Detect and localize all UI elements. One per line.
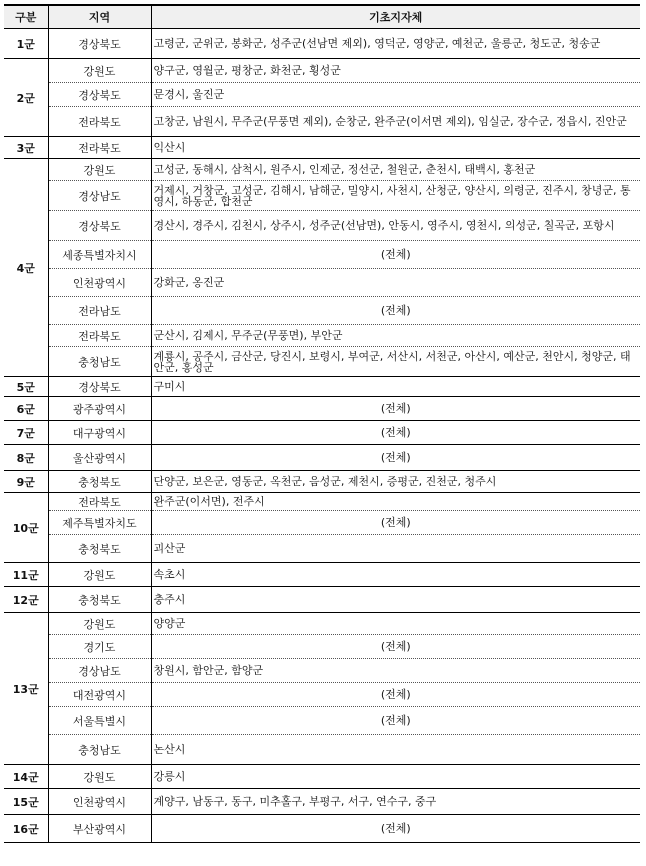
area-cell: 경상북도 — [48, 211, 151, 241]
table-row — [4, 445, 640, 471]
table-row — [4, 377, 640, 397]
table-row — [4, 159, 640, 181]
area-cell: 세종특별자치시 — [48, 241, 151, 269]
area-cell: 울산광역시 — [48, 445, 151, 471]
header-area: 지역 — [48, 5, 151, 29]
area-cell: 충청남도 — [48, 735, 151, 765]
table-row — [4, 241, 640, 269]
group-label: 15군 — [4, 789, 48, 815]
area-cell: 강원도 — [48, 159, 151, 181]
group-label: 5군 — [4, 377, 48, 397]
group-label: 3군 — [4, 137, 48, 159]
local-cell: 속초시 — [151, 563, 640, 587]
area-cell: 경상북도 — [48, 377, 151, 397]
table-row — [4, 635, 640, 659]
area-cell: 강원도 — [48, 59, 151, 83]
local-cell: 고령군, 군위군, 봉화군, 성주군(선남면 제외), 영덕군, 영양군, 예천군, 울릉군, 청도군, 청송군 — [151, 29, 640, 59]
table-row — [4, 471, 640, 493]
group-label: 16군 — [4, 815, 48, 843]
local-cell: 익산시 — [151, 137, 640, 159]
table-row — [4, 815, 640, 843]
group-label: 9군 — [4, 471, 48, 493]
area-cell: 대전광역시 — [48, 683, 151, 707]
area-cell: 충청북도 — [48, 471, 151, 493]
area-cell: 전라북도 — [48, 107, 151, 137]
table-row — [4, 683, 640, 707]
local-cell: 계룡시, 공주시, 금산군, 당진시, 보령시, 부여군, 서산시, 서천군, 아산시, 예산군, 천안시, 청양군, 태안군, 홍성군 — [151, 347, 640, 377]
table-row — [4, 707, 640, 735]
area-cell: 부산광역시 — [48, 815, 151, 843]
area-cell: 전라남도 — [48, 297, 151, 325]
table-row — [4, 325, 640, 347]
table-row — [4, 735, 640, 765]
table-row — [4, 269, 640, 297]
area-cell: 대구광역시 — [48, 421, 151, 445]
table-row — [4, 493, 640, 511]
table-row — [4, 181, 640, 211]
local-cell: (전체) — [151, 421, 640, 445]
group-label: 6군 — [4, 397, 48, 421]
table-row — [4, 29, 640, 59]
area-cell: 충청북도 — [48, 587, 151, 613]
region-classification-table — [4, 4, 640, 843]
local-cell: 양구군, 영월군, 평창군, 화천군, 횡성군 — [151, 59, 640, 83]
local-cell: 충주시 — [151, 587, 640, 613]
table-row — [4, 613, 640, 635]
group-label: 7군 — [4, 421, 48, 445]
area-cell: 충청남도 — [48, 347, 151, 377]
group-label: 2군 — [4, 59, 48, 137]
table-row — [4, 659, 640, 683]
local-cell: 창원시, 함안군, 함양군 — [151, 659, 640, 683]
local-cell: (전체) — [151, 397, 640, 421]
local-cell: 강릉시 — [151, 765, 640, 789]
group-label: 14군 — [4, 765, 48, 789]
local-cell: 괴산군 — [151, 535, 640, 563]
header-gubun: 구분 — [4, 5, 48, 29]
header-local: 기초지자체 — [151, 5, 640, 29]
local-cell: 논산시 — [151, 735, 640, 765]
local-cell: 군산시, 김제시, 무주군(무풍면), 부안군 — [151, 325, 640, 347]
table-row — [4, 83, 640, 107]
local-cell: 계양구, 남동구, 동구, 미추홀구, 부평구, 서구, 연수구, 중구 — [151, 789, 640, 815]
local-cell: 경산시, 경주시, 김천시, 상주시, 성주군(선남면), 안동시, 영주시, 영천시, 의성군, 칠곡군, 포항시 — [151, 211, 640, 241]
table-row — [4, 511, 640, 535]
area-cell: 경상남도 — [48, 181, 151, 211]
local-cell: (전체) — [151, 445, 640, 471]
table-row — [4, 535, 640, 563]
table-body — [4, 29, 640, 843]
local-cell: (전체) — [151, 707, 640, 735]
table-row — [4, 211, 640, 241]
group-label: 8군 — [4, 445, 48, 471]
local-cell: 양양군 — [151, 613, 640, 635]
group-label: 1군 — [4, 29, 48, 59]
local-cell: (전체) — [151, 241, 640, 269]
area-cell: 충청북도 — [48, 535, 151, 563]
group-label: 13군 — [4, 613, 48, 765]
table-row — [4, 765, 640, 789]
local-cell: 강화군, 옹진군 — [151, 269, 640, 297]
group-label: 12군 — [4, 587, 48, 613]
local-cell: 문경시, 울진군 — [151, 83, 640, 107]
area-cell: 경기도 — [48, 635, 151, 659]
local-cell: 완주군(이서면), 전주시 — [151, 493, 640, 511]
area-cell: 전라북도 — [48, 325, 151, 347]
area-cell: 경상북도 — [48, 83, 151, 107]
group-label: 4군 — [4, 159, 48, 377]
group-label: 10군 — [4, 493, 48, 563]
area-cell: 강원도 — [48, 613, 151, 635]
table-row — [4, 137, 640, 159]
table-row — [4, 421, 640, 445]
area-cell: 전라북도 — [48, 493, 151, 511]
local-cell: (전체) — [151, 511, 640, 535]
area-cell: 강원도 — [48, 563, 151, 587]
local-cell: (전체) — [151, 815, 640, 843]
local-cell: 거제시, 거창군, 고성군, 김해시, 남해군, 밀양시, 사천시, 산청군, 양산시, 의령군, 진주시, 창녕군, 통영시, 하동군, 합천군 — [151, 181, 640, 211]
local-cell: (전체) — [151, 297, 640, 325]
header-row — [4, 5, 640, 29]
table-row — [4, 397, 640, 421]
table-row — [4, 789, 640, 815]
table-row — [4, 563, 640, 587]
table-row — [4, 347, 640, 377]
table-row — [4, 587, 640, 613]
area-cell: 강원도 — [48, 765, 151, 789]
area-cell: 전라북도 — [48, 137, 151, 159]
area-cell: 경상남도 — [48, 659, 151, 683]
local-cell: 고창군, 남원시, 무주군(무풍면 제외), 순창군, 완주군(이서면 제외), 임실군, 장수군, 정읍시, 진안군 — [151, 107, 640, 137]
group-label: 11군 — [4, 563, 48, 587]
local-cell: (전체) — [151, 683, 640, 707]
local-cell: 고성군, 동해시, 삼척시, 원주시, 인제군, 정선군, 철원군, 춘천시, 태백시, 홍천군 — [151, 159, 640, 181]
table-row — [4, 59, 640, 83]
area-cell: 광주광역시 — [48, 397, 151, 421]
local-cell: (전체) — [151, 635, 640, 659]
table-row — [4, 297, 640, 325]
area-cell: 경상북도 — [48, 29, 151, 59]
area-cell: 제주특별자치도 — [48, 511, 151, 535]
area-cell: 인천광역시 — [48, 269, 151, 297]
table-row — [4, 107, 640, 137]
local-cell: 구미시 — [151, 377, 640, 397]
area-cell: 서울특별시 — [48, 707, 151, 735]
local-cell: 단양군, 보은군, 영동군, 옥천군, 음성군, 제천시, 증평군, 진천군, 청주시 — [151, 471, 640, 493]
area-cell: 인천광역시 — [48, 789, 151, 815]
